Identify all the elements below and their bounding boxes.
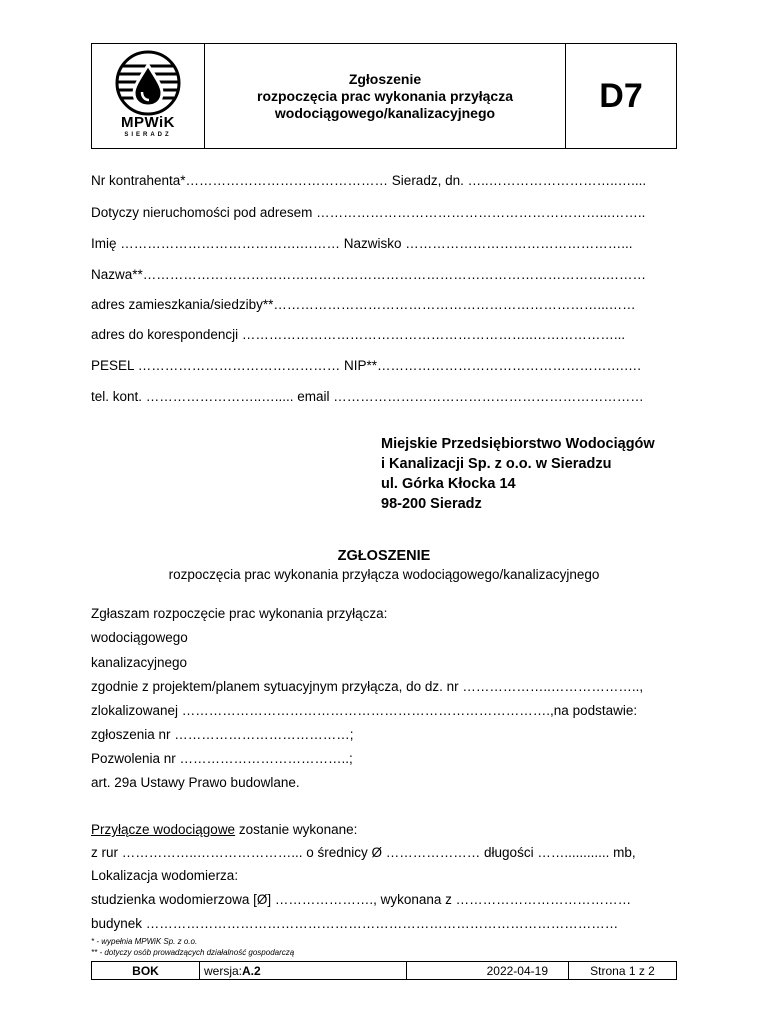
footer-version-label: wersja: xyxy=(204,963,243,978)
field-location[interactable]: zlokalizowanej ……………………………………………………………………….,na podstawie: xyxy=(91,703,638,718)
logo-subtext: SIERADZ xyxy=(124,132,172,138)
footer-table xyxy=(91,961,677,980)
field-residence-address[interactable]: adres zamieszkania/siedziby**………………………………………………………………...…… xyxy=(91,297,636,312)
water-heading xyxy=(91,822,677,837)
header-title-line: rozpoczęcia prac wykonania przyłącza xyxy=(257,87,513,104)
meter-location-label: Lokalizacja wodomierza: xyxy=(91,868,239,883)
checkbox-art29a[interactable]: art. 29a Ustawy Prawo budowlane. xyxy=(91,775,300,790)
doc-subtitle: rozpoczęcia prac wykonania przyłącza wodociągowego/kanalizacyjnego xyxy=(168,567,600,582)
header-box xyxy=(91,43,677,149)
mpwik-logo-icon xyxy=(92,48,204,118)
footer-date: 2022-04-19 xyxy=(407,962,569,979)
field-company-name[interactable]: Nazwa**………………………………………………………………………………………….……… xyxy=(91,267,647,282)
field-pipe-details[interactable]: z rur ……………..…………………... o średnicy Ø ………………… długości ……............ mb, xyxy=(91,845,636,860)
logo-text: MPWiK xyxy=(120,114,176,131)
checkbox-meter-well[interactable]: studzienka wodomierzowa [Ø] …………………., wykonana z ………………………………… xyxy=(91,892,632,907)
header-title xyxy=(205,44,566,148)
field-pesel-nip[interactable]: PESEL ……………………………………… NIP**……………………………………………….…. xyxy=(91,358,642,373)
recipient-line: i Kanalizacji Sp. z o.o. w Sieradzu xyxy=(381,456,612,472)
header-title-line: wodociągowego/kanalizacyjnego xyxy=(274,104,496,121)
checkbox-building[interactable]: budynek …………………………………………………………………………………………… xyxy=(91,916,619,931)
footer-dept: BOK xyxy=(92,962,200,979)
recipient-line: ul. Górka Kłocka 14 xyxy=(381,476,516,492)
field-plot-number[interactable]: zgodnie z projektem/planem sytuacyjnym przyłącza, do dz. nr ………………..……………….., xyxy=(91,679,644,694)
footer-version-value: A.2 xyxy=(242,963,261,978)
recipient-line: 98-200 Sieradz xyxy=(381,496,482,512)
checkbox-permit[interactable]: Pozwolenia nr ………………………………..; xyxy=(91,751,353,766)
form-code: D7 xyxy=(599,76,643,115)
field-correspondence-address[interactable]: adres do korespondencji ………………………………………………………..………………... xyxy=(91,327,626,342)
field-phone-email[interactable]: tel. kont. ……………………..…..... email …………………………………………………………… xyxy=(91,389,644,404)
footnote: ** - dotyczy osób prowadzących działalność gospodarczą xyxy=(91,948,295,957)
field-property-address[interactable]: Dotyczy nieruchomości pod adresem ………………………………………………………...…….. xyxy=(91,205,646,220)
water-heading-rest: zostanie wykonane: xyxy=(235,822,358,837)
footnote: * - wypełnia MPWiK Sp. z o.o. xyxy=(91,937,198,946)
footer-page: Strona 1 z 2 xyxy=(590,963,655,978)
checkbox-water[interactable]: wodociągowego xyxy=(91,630,188,645)
field-name-surname[interactable]: Imię ………………………………….……… Nazwisko …………………………………………... xyxy=(91,236,633,251)
water-heading-underlined: Przyłącze wodociągowe xyxy=(91,822,236,837)
header-title-line: Zgłoszenie xyxy=(348,70,422,87)
body-intro: Zgłaszam rozpoczęcie prac wykonania przyłącza: xyxy=(91,606,388,621)
field-contractor-date[interactable]: Nr kontrahenta*……………………………………… Sieradz, dn. …..………………………..….... xyxy=(91,173,647,188)
doc-title: ZGŁOSZENIE xyxy=(337,548,431,564)
recipient-line: Miejskie Przedsiębiorstwo Wodociągów xyxy=(381,436,655,452)
checkbox-notification[interactable]: zgłoszenia nr …………………………………; xyxy=(91,727,354,742)
checkbox-sewage[interactable]: kanalizacyjnego xyxy=(91,655,188,670)
footer-version xyxy=(200,962,407,979)
logo-cell xyxy=(92,44,205,148)
